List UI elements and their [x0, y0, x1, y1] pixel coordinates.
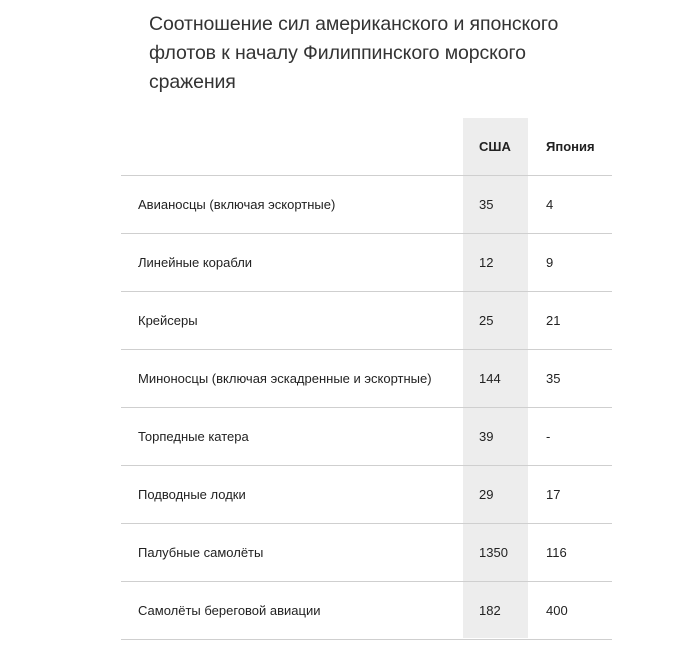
row-category: Самолёты береговой авиации [121, 582, 463, 640]
row-category: Крейсеры [121, 292, 463, 350]
row-japan-value: 4 [528, 176, 612, 234]
row-usa-value: 144 [463, 350, 528, 408]
row-usa-value: 39 [463, 408, 528, 466]
row-usa-value: 12 [463, 234, 528, 292]
row-category: Торпедные катера [121, 408, 463, 466]
header-usa: США [463, 118, 528, 176]
row-category: Подводные лодки [121, 466, 463, 524]
table-row [121, 466, 612, 524]
row-usa-value: 35 [463, 176, 528, 234]
row-category: Палубные самолёты [121, 524, 463, 582]
forces-comparison-table [121, 118, 612, 640]
row-japan-value: 9 [528, 234, 612, 292]
row-category: Линейные корабли [121, 234, 463, 292]
table-header-row [121, 118, 612, 176]
row-category: Миноносцы (включая эскадренные и эскортные) [121, 350, 463, 408]
row-japan-value: 17 [528, 466, 612, 524]
header-category [121, 118, 463, 176]
row-japan-value: 400 [528, 582, 612, 640]
table-row [121, 408, 612, 466]
row-usa-value: 1350 [463, 524, 528, 582]
table-row [121, 350, 612, 408]
table-row [121, 292, 612, 350]
row-japan-value: - [528, 408, 612, 466]
row-japan-value: 35 [528, 350, 612, 408]
row-japan-value: 21 [528, 292, 612, 350]
header-japan: Япония [528, 118, 612, 176]
row-japan-value: 116 [528, 524, 612, 582]
row-category: Авианосцы (включая эскортные) [121, 176, 463, 234]
row-usa-value: 25 [463, 292, 528, 350]
table-row [121, 234, 612, 292]
row-usa-value: 182 [463, 582, 528, 640]
table-row [121, 582, 612, 640]
table-row [121, 176, 612, 234]
row-usa-value: 29 [463, 466, 528, 524]
table-row [121, 524, 612, 582]
table-title: Соотношение сил американского и японского флотов к началу Филиппинского морского сражения [149, 13, 559, 93]
